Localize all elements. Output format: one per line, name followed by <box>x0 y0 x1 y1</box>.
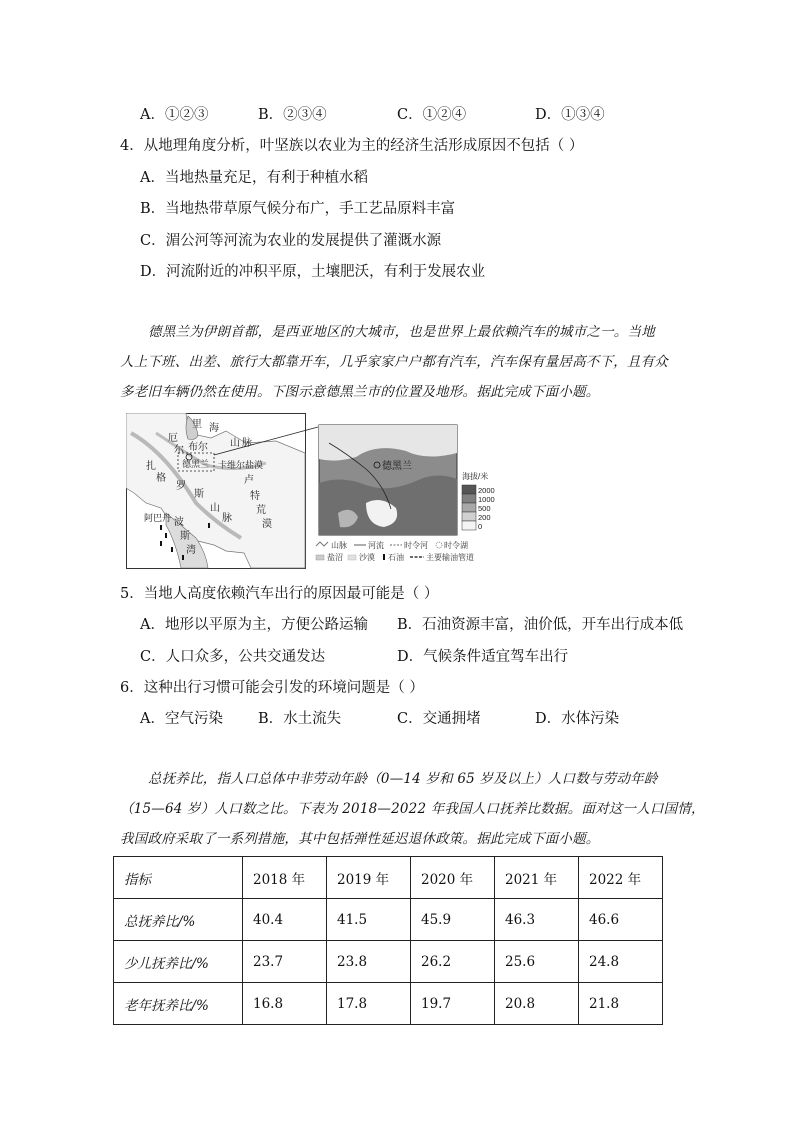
table-header-cell: 2020 年 <box>411 857 495 899</box>
question-5-option-a: A．地形以平原为主，方便公路运输 <box>140 617 368 633</box>
question-6-stem: 6．这种出行习惯可能会引发的环境问题是（ ） <box>120 680 424 696</box>
map-label: 波 <box>174 517 184 528</box>
passage-line: 人上下班、出差、旅行大都靠开车，几乎家家户户都有汽车，汽车保有量居高不下，且有众 <box>120 354 668 370</box>
legend-label: 主要输油管道 <box>426 553 474 562</box>
table-cell: 少儿抚养比/% <box>114 941 243 983</box>
table-header-cell: 2019 年 <box>327 857 411 899</box>
table-header-cell: 2022 年 <box>579 857 663 899</box>
passage-dependency-ratio <box>120 764 705 854</box>
table-cell: 16.8 <box>243 983 327 1025</box>
question-5-option-b: B．石油资源丰富，油价低，开车出行成本低 <box>397 617 684 633</box>
table-cell: 19.7 <box>411 983 495 1025</box>
map-label: 卡维尔盐漠 <box>218 460 264 470</box>
map-label: 斯 <box>180 531 190 542</box>
table-cell: 26.2 <box>411 941 495 983</box>
legend-label: 盐沼 <box>327 553 343 562</box>
option-b: B．②③④ <box>258 107 327 123</box>
table-header-cell: 2018 年 <box>243 857 327 899</box>
table-cell: 总抚养比/% <box>114 899 243 941</box>
elevation-level: 1000 <box>478 495 495 504</box>
question-4-option-c: C．湄公河等河流为农业的发展提供了灌溉水源 <box>140 233 442 249</box>
legend-label: 山脉 <box>331 541 347 550</box>
table-cell: 23.8 <box>327 941 411 983</box>
map-label: 脉 <box>222 513 232 524</box>
passage-line: 我国政府采取了一系列措施，其中包括弹性延迟退休政策。据此完成下面小题。 <box>120 831 600 847</box>
table-row <box>114 983 663 1025</box>
map-label: 里 <box>192 419 202 430</box>
inset-city-label: 德黑兰 <box>382 461 412 472</box>
option-b: B．水土流失 <box>258 711 342 727</box>
elevation-level: 500 <box>478 504 491 513</box>
option-c: C．交通拥堵 <box>397 711 481 727</box>
table-cell: 老年抚养比/% <box>114 983 243 1025</box>
question-5-option-d: D．气候条件适宜驾车出行 <box>397 649 569 665</box>
table-cell: 40.4 <box>243 899 327 941</box>
map-label: 漠 <box>262 519 272 530</box>
elevation-title: 海拔/米 <box>462 472 489 481</box>
map-label: 罗 <box>176 481 186 492</box>
table-row <box>114 941 663 983</box>
map-label: 卢 <box>244 475 254 486</box>
table-cell: 46.6 <box>579 899 663 941</box>
map-label: 尔 <box>174 445 184 456</box>
map-label: 脉 <box>242 438 252 449</box>
map-label: 厄 <box>168 433 178 444</box>
question-5-stem: 5．当地人高度依赖汽车出行的原因最可能是（ ） <box>120 586 439 602</box>
map-label-tehran: 德黑兰 <box>182 459 210 469</box>
elevation-level: 200 <box>478 513 491 522</box>
legend-label: 河流 <box>368 541 384 550</box>
legend-label: 时令河 <box>404 541 428 550</box>
map-label: 湾 <box>186 545 196 556</box>
legend-label: 石油 <box>388 553 404 562</box>
question-4-option-a: A．当地热量充足，有利于种植水稻 <box>140 170 368 186</box>
option-a: A．①②③ <box>140 107 209 123</box>
legend-label: 沙漠 <box>359 553 375 562</box>
option-c: C．①②④ <box>397 107 467 123</box>
question-5-option-c: C．人口众多，公共交通发达 <box>140 649 326 665</box>
map-label: 山 <box>210 503 220 514</box>
table-cell: 41.5 <box>327 899 411 941</box>
table-cell: 46.3 <box>495 899 579 941</box>
table-cell: 17.8 <box>327 983 411 1025</box>
legend-label: 时令湖 <box>444 541 468 550</box>
map-label: 扎 <box>146 461 156 472</box>
table-header-cell: 2021 年 <box>495 857 579 899</box>
question-4-stem: 4．从地理角度分析，叶坚族以农业为主的经济生活形成原因不包括（ ） <box>120 138 584 154</box>
map-label: 布 <box>188 442 198 453</box>
passage-line: （15—64 岁）人口数之比。下表为 2018—2022 年我国人口抚养比数据。面对这一人口国情， <box>120 801 705 817</box>
map-label: 阿巴丹 <box>144 513 172 523</box>
table-header-row <box>114 857 663 899</box>
passage-line: 德黑兰为伊朗首都，是西亚地区的大城市，也是世界上最依赖汽车的城市之一。当地 <box>148 324 655 340</box>
map-label: 尔 <box>198 442 208 453</box>
table-cell: 25.6 <box>495 941 579 983</box>
option-a: A．空气污染 <box>140 711 223 727</box>
passage-tehran <box>120 317 680 407</box>
option-d: D．①③④ <box>535 107 605 123</box>
map-legend <box>316 540 474 562</box>
table-cell: 24.8 <box>579 941 663 983</box>
passage-line: 多老旧车辆仍然在使用。下图示意德黑兰市的位置及地形。据此完成下面小题。 <box>120 384 600 400</box>
question-4-option-b: B．当地热带草原气候分布广，手工艺品原料丰富 <box>140 201 456 217</box>
tehran-location-map <box>126 413 504 569</box>
table-cell: 23.7 <box>243 941 327 983</box>
map-label: 特 <box>250 491 260 502</box>
map-label: 荒 <box>256 505 266 516</box>
map-label: 斯 <box>194 489 204 500</box>
table-cell: 20.8 <box>495 983 579 1025</box>
table-cell: 45.9 <box>411 899 495 941</box>
table-header-cell: 指标 <box>114 857 243 899</box>
elevation-level: 2000 <box>478 486 495 495</box>
dependency-ratio-table <box>113 856 663 1025</box>
table-cell: 21.8 <box>579 983 663 1025</box>
map-label: 海 <box>209 423 219 434</box>
table-row <box>114 899 663 941</box>
option-d: D．水体污染 <box>535 711 620 727</box>
elevation-level: 0 <box>478 522 483 531</box>
elevation-legend <box>462 485 495 531</box>
passage-line: 总抚养比，指人口总体中非劳动年龄（0—14 岁和 65 岁及以上）人口数与劳动年龄 <box>148 771 658 787</box>
map-label: 格 <box>156 473 166 484</box>
map-label: 山 <box>230 438 240 449</box>
question-4-option-d: D．河流附近的冲积平原，土壤肥沃，有利于发展农业 <box>140 264 486 280</box>
